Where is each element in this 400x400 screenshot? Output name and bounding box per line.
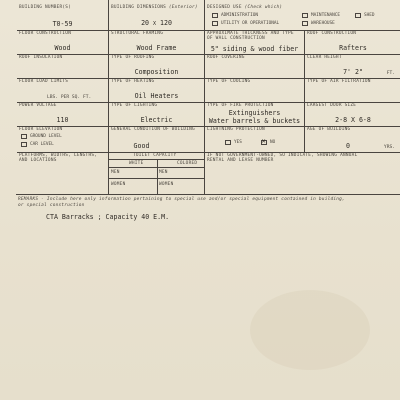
designed-use-suffix: (Check which) <box>244 5 283 10</box>
fire-protection-line1: Extinguishers <box>228 109 281 117</box>
cell-floor-construction <box>17 30 109 54</box>
type-of-cooling-label: TYPE OF COOLING <box>207 79 251 84</box>
checkbox-lightning-yes[interactable] <box>225 140 231 145</box>
cell-wall-construction <box>205 30 305 54</box>
toilet-colored-men: MEN <box>159 170 168 175</box>
remarks-label-line2: or special construction <box>18 203 85 208</box>
structural-framing-label: STRUCTURAL FRAMING <box>111 31 164 36</box>
floor-construction-value: Wood <box>54 44 71 52</box>
cell-power-voltage <box>17 102 109 126</box>
designed-use-option-utility: UTILITY OR OPERATIONAL <box>221 21 280 26</box>
remarks-section <box>16 194 400 221</box>
type-of-roofing-value: Composition <box>134 68 179 76</box>
type-of-roofing-label: TYPE OF ROOFING <box>111 55 155 60</box>
toilet-row-rule <box>109 178 204 179</box>
floor-elevation-ground-level: GROUND LEVEL <box>30 134 62 139</box>
building-width: 20 <box>141 19 150 27</box>
cell-age-of-building <box>305 126 400 152</box>
cell-building-number <box>17 0 109 30</box>
remarks-value: CTA Barracks ; Capacity 40 E.M. <box>46 213 170 221</box>
wall-construction-label: APPROXIMATE THICKNESS AND TYPE OF WALL CONSTRUCTION <box>207 31 294 41</box>
ownership-note-line1: IF NOT GOVERNMENT-OWNED, SO INDICATE, SHOWING ANNUAL <box>207 153 358 158</box>
checkbox-car-level[interactable] <box>21 142 27 147</box>
checkbox-administration[interactable] <box>212 13 218 18</box>
row-roof <box>17 54 400 79</box>
cell-type-of-lighting <box>109 102 205 126</box>
ownership-note-line2: RENTAL AND LEASE NUMBER <box>207 158 274 163</box>
floor-elevation-car-level: CAR LEVEL <box>30 142 54 147</box>
age-of-building-unit: YRS. <box>383 145 395 150</box>
toilet-colored-women: WOMEN <box>159 182 174 187</box>
designed-use-option-warehouse: WAREHOUSE <box>311 21 335 26</box>
toilet-white-women: WOMEN <box>111 182 126 187</box>
cell-platforms <box>17 152 109 194</box>
roof-insulation-label: ROOF INSULATION <box>19 55 63 60</box>
row-platforms-toilets <box>17 152 400 195</box>
remarks-label-line1: REMARKS - Include here only information pertaining to special use and/or special equipment contained in building, <box>18 197 345 202</box>
type-of-lighting-value: Electric <box>140 116 173 124</box>
lightning-protection-label: LIGHTNING PROTECTION <box>207 127 265 132</box>
designed-use-option-administration: ADMINISTRATION <box>221 13 259 18</box>
lightning-no-label: NO <box>270 140 276 145</box>
cell-type-of-air-filtration <box>305 78 400 102</box>
roof-covering-label: ROOF COVERING <box>207 55 245 60</box>
cell-designed-use <box>205 0 400 30</box>
checkbox-ground-level[interactable] <box>21 134 27 139</box>
building-dimensions-suffix: (Exterior) <box>168 5 198 10</box>
floor-elevation-label: FLOOR ELEVATION <box>19 127 63 132</box>
checkbox-warehouse[interactable] <box>302 21 308 26</box>
power-voltage-value: 110 <box>56 116 69 124</box>
floor-load-limits-unit: LBS. PER SQ. FT. <box>47 95 92 100</box>
cell-roof-covering <box>205 54 305 78</box>
largest-door-size-label: LARGEST DOOR SIZE <box>307 103 357 108</box>
building-by: X <box>153 21 157 27</box>
building-length: 120 <box>160 19 172 27</box>
toilet-header-colored: COLORED <box>177 161 198 166</box>
building-dimensions-value <box>109 19 204 28</box>
cell-type-of-heating <box>109 78 205 102</box>
floor-construction-label: FLOOR CONSTRUCTION <box>19 31 72 36</box>
cell-ownership-note <box>205 152 400 194</box>
designed-use-option-shed: SHED <box>364 13 375 18</box>
clear-height-label: CLEAR HEIGHT <box>307 55 342 60</box>
fire-protection-line2: Water barrels & buckets <box>208 117 301 125</box>
age-of-building-value: 0 <box>346 142 350 150</box>
platforms-label-line1: PLATFORMS, WIDTHS, LENGTHS, <box>19 153 98 158</box>
cell-general-condition <box>109 126 205 152</box>
paper-stain <box>250 290 370 370</box>
designed-use-option-maintenance: MAINTENANCE <box>311 13 341 18</box>
clear-height-value: 7' 2" <box>343 68 363 76</box>
power-voltage-label: POWER VOLTAGE <box>19 103 57 108</box>
toilet-capacity-label: TOILET CAPACITY <box>133 153 177 158</box>
row-load-heating <box>17 78 400 103</box>
general-condition-label: GENERAL CONDITION OF BUILDING <box>111 127 195 132</box>
platforms-label-line2: AND LOCATIONS <box>19 158 57 163</box>
cell-floor-load-limits <box>17 78 109 102</box>
toilet-white-men: MEN <box>111 170 120 175</box>
floor-load-limits-label: FLOOR LOAD LIMITS <box>19 79 69 84</box>
cell-floor-elevation <box>17 126 109 152</box>
clear-height-unit: FT. <box>386 71 395 76</box>
building-dimensions-label <box>111 5 198 10</box>
row-building-info <box>17 0 400 31</box>
fire-protection-label: TYPE OF FIRE PROTECTION <box>207 103 274 108</box>
structural-framing-value: Wood Frame <box>136 44 177 52</box>
checkbox-maintenance[interactable] <box>302 13 308 18</box>
type-of-heating-label: TYPE OF HEATING <box>111 79 155 84</box>
toilet-header-white: WHITE <box>129 161 144 166</box>
cell-lightning-protection <box>205 126 305 152</box>
row-elevation-condition <box>17 126 400 153</box>
designed-use-label <box>207 5 282 10</box>
cell-building-dimensions <box>109 0 205 30</box>
toilet-column-divider <box>157 159 158 194</box>
row-construction <box>17 30 400 55</box>
cell-roof-insulation <box>17 54 109 78</box>
age-of-building-label: AGE OF BUILDING <box>307 127 351 132</box>
roof-construction-label: ROOF CONSTRUCTION <box>307 31 357 36</box>
cell-largest-door-size <box>305 102 400 126</box>
cell-type-of-cooling <box>205 78 305 102</box>
checkbox-shed[interactable] <box>355 13 361 18</box>
row-power-lighting <box>17 102 400 127</box>
lightning-no-check-mark: ✕ <box>261 137 266 145</box>
type-of-air-filtration-label: TYPE OF AIR FILTRATION <box>307 79 371 84</box>
type-of-heating-value: Oil Heaters <box>134 92 179 100</box>
type-of-lighting-label: TYPE OF LIGHTING <box>111 103 158 108</box>
designed-use-label-text: DESIGNED USE <box>207 5 242 10</box>
building-number-label: BUILDING NUMBER(S) <box>19 5 72 10</box>
cell-clear-height <box>305 54 400 78</box>
cell-fire-protection <box>205 102 305 126</box>
building-number-value: T0-59 <box>52 20 73 28</box>
building-dimensions-label-text: BUILDING DIMENSIONS <box>111 5 166 10</box>
lightning-yes-label: YES <box>234 140 242 145</box>
checkbox-utility[interactable] <box>212 21 218 26</box>
cell-type-of-roofing <box>109 54 205 78</box>
cell-toilet-capacity <box>109 152 205 194</box>
general-condition-value: Good <box>133 142 150 150</box>
largest-door-size-value: 2-8 X 6-8 <box>335 116 371 124</box>
cell-roof-construction <box>305 30 400 54</box>
wall-construction-value: 5" siding & wood fiber <box>210 45 299 53</box>
cell-structural-framing <box>109 30 205 54</box>
roof-construction-value: Rafters <box>339 44 367 52</box>
